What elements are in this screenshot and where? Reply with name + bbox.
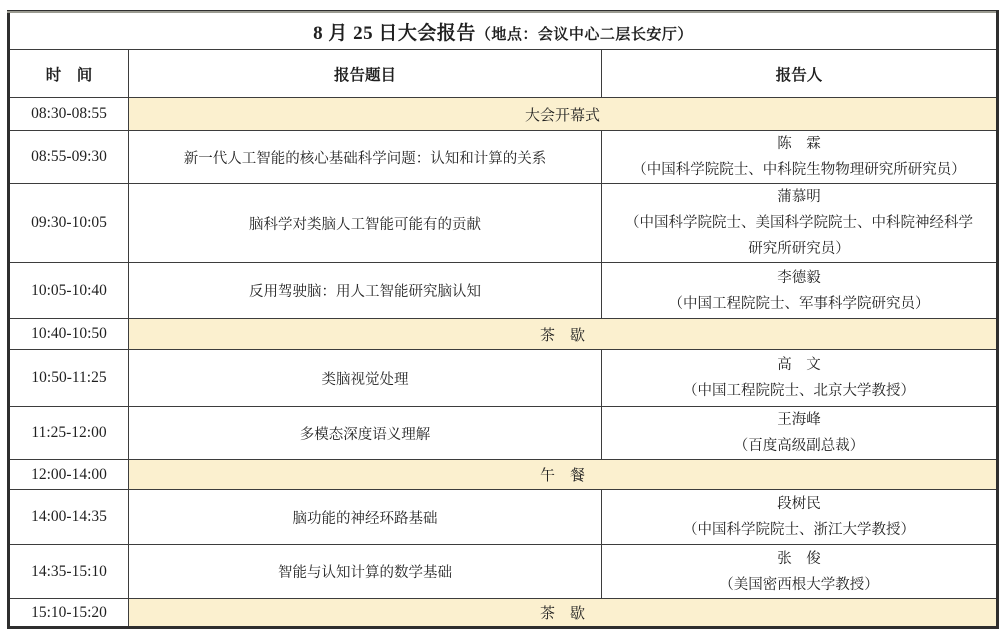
speaker-cell [602, 490, 998, 545]
table-title-row [9, 12, 998, 50]
table-row [9, 490, 998, 545]
speaker-affiliation: （中国科学院院士、美国科学院院士、中科院神经科学研究所研究员） [625, 215, 973, 257]
table-title-location: （地点：会议中心二层长安厅） [475, 26, 693, 43]
session-label-cell: 茶 歇 [129, 319, 998, 350]
speaker-affiliation: （百度高级副总裁） [733, 438, 865, 454]
speaker-name: 段树民 [777, 496, 821, 512]
time-cell: 10:50-11:25 [9, 350, 129, 407]
speaker-affiliation: （中国工程院院士、北京大学教授） [683, 383, 915, 399]
speaker-affiliation: （中国科学院院士、中科院生物物理研究所研究员） [632, 162, 966, 178]
speaker-cell [602, 263, 998, 319]
session-label-cell: 茶 歇 [129, 599, 998, 628]
time-cell: 12:00-14:00 [9, 460, 129, 490]
speaker-name: 蒲慕明 [777, 189, 821, 205]
speaker-name: 李德毅 [777, 269, 821, 286]
time-cell: 09:30-10:05 [9, 184, 129, 263]
session-label-cell: 大会开幕式 [129, 98, 998, 131]
session-label-cell: 午 餐 [129, 460, 998, 490]
talk-title-cell: 多模态深度语义理解 [129, 407, 602, 460]
speaker-cell [602, 350, 998, 407]
talk-title-cell: 脑功能的神经环路基础 [129, 490, 602, 545]
table-row [9, 263, 998, 319]
table-row [9, 545, 998, 599]
time-cell: 15:10-15:20 [9, 599, 129, 628]
time-cell: 14:35-15:10 [9, 545, 129, 599]
schedule-page [0, 10, 1004, 631]
speaker-name: 陈 霖 [777, 136, 821, 152]
time-cell: 11:25-12:00 [9, 407, 129, 460]
table-row [9, 184, 998, 263]
time-cell: 10:40-10:50 [9, 319, 129, 350]
time-cell: 08:30-08:55 [9, 98, 129, 131]
table-row [9, 407, 998, 460]
column-header-speaker: 报告人 [602, 50, 998, 98]
speaker-name: 高 文 [777, 357, 821, 373]
time-cell: 10:05-10:40 [9, 263, 129, 319]
table-row [9, 98, 998, 131]
talk-title-cell: 脑科学对类脑人工智能可能有的贡献 [129, 184, 602, 263]
speaker-affiliation: （美国密西根大学教授） [719, 576, 879, 593]
time-cell: 08:55-09:30 [9, 131, 129, 184]
table-row [9, 131, 998, 184]
talk-title-cell: 新一代人工智能的核心基础科学问题：认知和计算的关系 [129, 131, 602, 184]
table-row [9, 319, 998, 350]
talk-title-cell: 反用驾驶脑：用人工智能研究脑认知 [129, 263, 602, 319]
header-row [9, 50, 998, 98]
table-title-main: 8 月 25 日大会报告 [313, 22, 476, 44]
speaker-name: 王海峰 [777, 412, 821, 428]
table-title [9, 12, 998, 50]
column-header-title: 报告题目 [129, 50, 602, 98]
speaker-cell [602, 545, 998, 599]
time-cell: 14:00-14:35 [9, 490, 129, 545]
talk-title-cell: 类脑视觉处理 [129, 350, 602, 407]
column-header-time: 时 间 [9, 50, 129, 98]
speaker-cell [602, 184, 998, 263]
conference-schedule-table [7, 10, 999, 629]
speaker-affiliation: （中国科学院院士、浙江大学教授） [683, 522, 915, 538]
speaker-name: 张 俊 [777, 550, 821, 567]
table-row [9, 460, 998, 490]
speaker-cell [602, 407, 998, 460]
talk-title-cell: 智能与认知计算的数学基础 [129, 545, 602, 599]
table-row [9, 350, 998, 407]
speaker-cell [602, 131, 998, 184]
cropped-previous-table-edge [7, 11, 996, 13]
schedule-body [9, 98, 998, 628]
speaker-affiliation: （中国工程院院士、军事科学院研究员） [668, 295, 930, 312]
table-row [9, 599, 998, 628]
